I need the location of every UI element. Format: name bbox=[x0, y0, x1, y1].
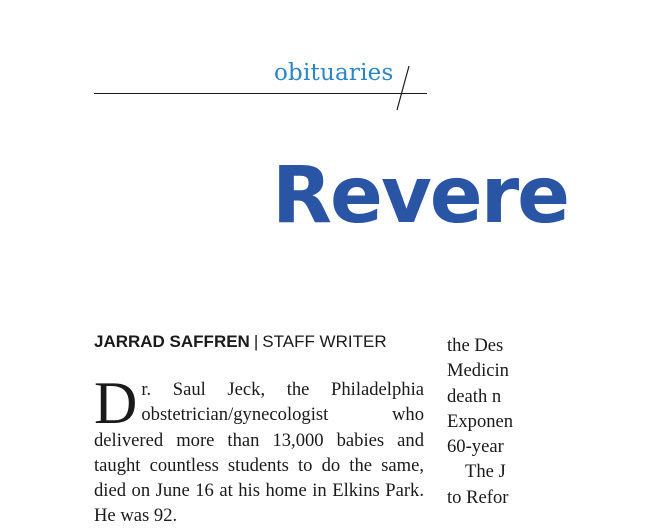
drop-cap: D bbox=[94, 370, 138, 436]
article-column-1 bbox=[94, 370, 424, 527]
article-body-text: r. Saul Jeck, the Philadelphia obstetrician/gynecologist who delivered more than 13,000 babies and taught countless students to do the same, died on June 16 at his home in Elkins Park. He was 92. bbox=[94, 379, 424, 527]
section-label: obituaries bbox=[274, 60, 394, 86]
column-2-line: 60-year bbox=[447, 436, 504, 458]
column-2-line: the Des bbox=[447, 335, 504, 356]
slash-divider-icon bbox=[394, 65, 412, 111]
byline bbox=[94, 333, 387, 350]
byline-role: STAFF WRITER bbox=[262, 332, 387, 351]
column-2-line: Exponen bbox=[447, 410, 514, 432]
article-column-2 bbox=[447, 333, 647, 510]
byline-separator: | bbox=[253, 332, 259, 351]
column-2-line: Medicin bbox=[447, 360, 509, 382]
column-2-line: to Refor bbox=[447, 486, 509, 508]
header-rule bbox=[94, 93, 427, 94]
column-2-line: The J bbox=[465, 461, 506, 483]
article-headline: Revere bbox=[272, 151, 569, 241]
byline-author: JARRAD SAFFREN bbox=[94, 332, 250, 351]
column-2-line: death n bbox=[447, 385, 502, 407]
